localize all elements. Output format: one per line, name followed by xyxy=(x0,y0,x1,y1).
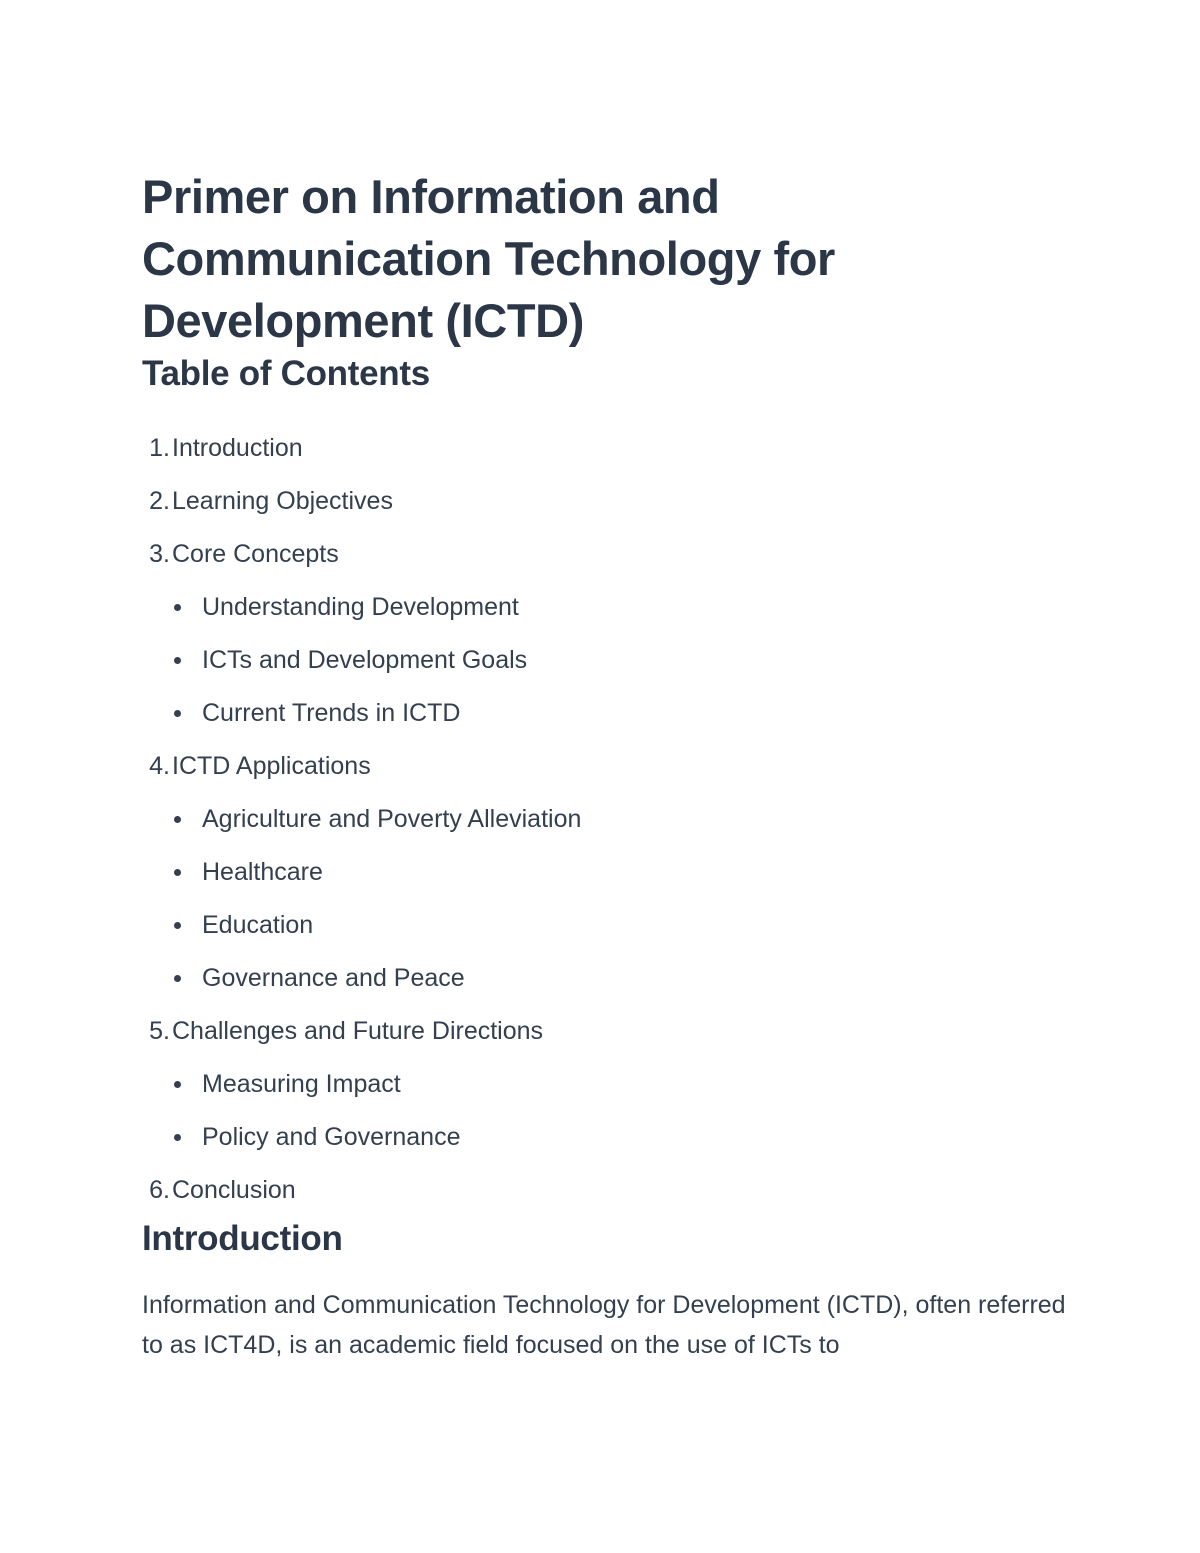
toc-subitem-label: Policy and Governance xyxy=(202,1123,461,1151)
toc-item xyxy=(142,1164,1082,1217)
bullet-icon xyxy=(174,1134,181,1141)
toc-heading: Table of Contents xyxy=(142,354,430,393)
toc-item xyxy=(142,422,1082,475)
document-title: Primer on Information and Communication Technology for Development (ICTD) xyxy=(142,170,835,347)
bullet-icon xyxy=(174,816,181,823)
toc-subitem[interactable] xyxy=(142,952,1082,1005)
introduction-heading: Introduction xyxy=(142,1219,343,1258)
toc-number: 3. xyxy=(149,540,170,568)
toc-subitem-label: Measuring Impact xyxy=(202,1070,401,1098)
document-content xyxy=(142,166,1082,1365)
toc-subitem[interactable] xyxy=(142,581,1082,634)
toc-subitem-label: Understanding Development xyxy=(202,593,519,621)
toc-label: Learning Objectives xyxy=(172,487,393,515)
toc-number: 5. xyxy=(149,1017,170,1045)
toc-number-wrap xyxy=(142,1176,172,1205)
toc-number-wrap xyxy=(142,752,172,781)
toc-subitem-label: Governance and Peace xyxy=(202,964,465,992)
toc-item xyxy=(142,1005,1082,1164)
toc-subitem[interactable] xyxy=(142,1111,1082,1164)
toc-item xyxy=(142,475,1082,528)
toc-item xyxy=(142,740,1082,1005)
toc-number-wrap xyxy=(142,1017,172,1046)
toc-subitem-label: Agriculture and Poverty Alleviation xyxy=(202,805,582,833)
toc-number-wrap xyxy=(142,434,172,463)
toc-label: Conclusion xyxy=(172,1176,296,1204)
toc-subitem-label: Current Trends in ICTD xyxy=(202,699,461,727)
toc-subitem[interactable] xyxy=(142,899,1082,952)
introduction-paragraph: Information and Communication Technology for Development (ICTD), often referred to as ICT4D, is an academic field focused on the use of ICTs to xyxy=(142,1291,1066,1359)
toc-subitem-label: Healthcare xyxy=(202,858,323,886)
toc-number: 2. xyxy=(149,487,170,515)
toc-entry[interactable] xyxy=(142,422,1082,475)
bullet-icon xyxy=(174,1081,181,1088)
toc-entry[interactable] xyxy=(142,475,1082,528)
toc-subitem[interactable] xyxy=(142,687,1082,740)
toc-entry[interactable] xyxy=(142,740,1082,793)
bullet-icon xyxy=(174,710,181,717)
bullet-icon xyxy=(174,604,181,611)
toc-label: Challenges and Future Directions xyxy=(172,1017,544,1045)
toc-subitem-label: ICTs and Development Goals xyxy=(202,646,528,674)
toc-entry[interactable] xyxy=(142,1164,1082,1217)
toc-number: 6. xyxy=(149,1176,170,1204)
toc-label: Core Concepts xyxy=(172,540,339,568)
bullet-icon xyxy=(174,869,181,876)
toc-number: 4. xyxy=(149,752,170,780)
toc-sublist xyxy=(142,793,1082,1005)
toc-subitem[interactable] xyxy=(142,634,1082,687)
toc-subitem[interactable] xyxy=(142,1058,1082,1111)
toc-number-wrap xyxy=(142,487,172,516)
toc-entry[interactable] xyxy=(142,1005,1082,1058)
toc-subitem-label: Education xyxy=(202,911,314,939)
toc-number: 1. xyxy=(149,434,170,462)
toc-subitem[interactable] xyxy=(142,793,1082,846)
toc-sublist xyxy=(142,1058,1082,1164)
bullet-icon xyxy=(174,922,181,929)
toc-sublist xyxy=(142,581,1082,740)
bullet-icon xyxy=(174,657,181,664)
toc-number-wrap xyxy=(142,540,172,569)
bullet-icon xyxy=(174,975,181,982)
toc-label: ICTD Applications xyxy=(172,752,371,780)
table-of-contents xyxy=(142,422,1082,1217)
toc-subitem[interactable] xyxy=(142,846,1082,899)
toc-entry[interactable] xyxy=(142,528,1082,581)
toc-label: Introduction xyxy=(172,434,303,462)
toc-item xyxy=(142,528,1082,740)
